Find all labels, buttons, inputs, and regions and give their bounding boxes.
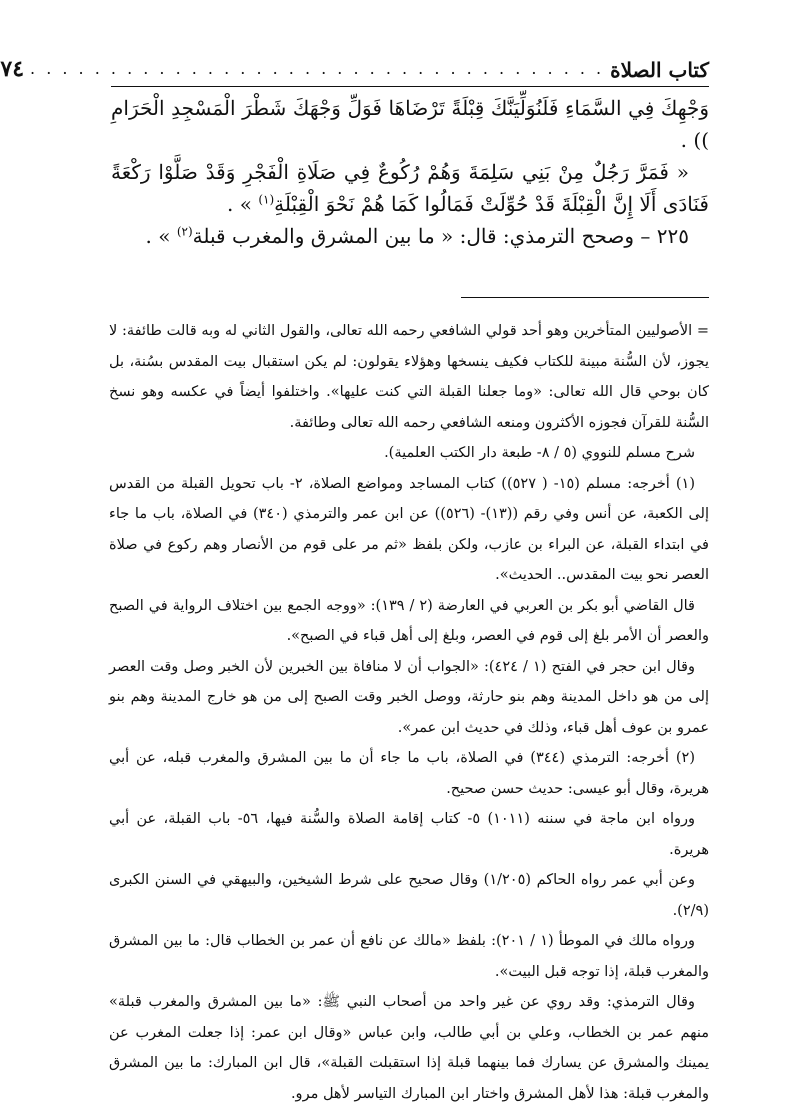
main-text [111,92,709,252]
dotted-leader: . . . . . . . . . . . . . . . . . . . . . . . . . . . . . . . . . . . . [30,59,605,78]
footnote-1-ibn-hajar: وقال ابن حجر في الفتح (١ / ٤٢٤): «الجواب أن لا منافاة بين الخبرين لأن الخبر وصل وقت العصر إلى من هو داخل المدينة وهم بنو حارثة، ووصل الخبر وقت الصبح إلى من هو خارج المدينة وهم بنو عمرو بن عوف أهل قباء، وذلك في حديث ابن عمر». [109,658,709,736]
footnote-2-tirmidhi: وقال الترمذي: وقد روي عن غير واحد من أصحاب النبي ﷺ: «ما بين المشرق والمغرب قبلة» منهم عمر بن الخطاب، وعلي بن أبي طالب، وابن عباس «وقال ابن عمر: إذا جعلت المغرب عن يمينك والمشرق عن يسارك فما بينهما قبلة إذا استقبلت القبلة»، قال ابن المبارك: ما بين المشرق والمغرب قبلة: هذا لأهل المشرق واختار ابن المبارك التياسر لأهل مرو. [109,994,709,1102]
footnote-separator [461,297,709,298]
footnote-1: (١) أخرجه: مسلم (١٥- ( ٥٢٧)) كتاب المساجد ومواضع الصلاة، ٢- باب تحويل القبلة من القدس إلى الكعبة، عن أنس وفي رقم ((١٣)- (٥٢٦)) عن ابن عمر والترمذي (٣٤٠) في الصلاة، باب ما جاء في ابتداء القبلة، عن البراء بن عازب، ولكن بلفظ «ثم مر على قوم من الأنصار وهم ركوع في صلاة العصر نحو بيت المقدس.. الحديث». [109,475,709,583]
page-header [0,48,709,82]
footnote-2-hakim: وعن أبي عمر رواه الحاكم (١/٢٠٥) وقال صحيح على شرط الشيخين، والبيهقي في السنن الكبرى (٢/٩). [109,872,709,919]
footnote-continuation: = الأصوليين المتأخرين وهو أحد قولي الشافعي رحمه الله تعالى، والقول الثاني له وبه قالت طائفة: لا يجوز، لأن السُّنة مبينة للكتاب فكيف ينسخها وهؤلاء يقولون: لم يكن استقبال بيت المقدس بسُنة، بل كان بوحي قال الله تعالى: «وما جعلنا القبلة التي كنت عليها». واختلفوا أيضاً في عكسه وهو نسخ السُّنة للقرآن فجوزه الأكثرون ومنعه الشافعي رحمه الله تعالى وطائفة. [109,323,709,431]
main-line-hadith-225: ٢٢٥ – وصحح الترمذي: قال: « ما بين المشرق والمغرب قبلة$^{(٢)}$ » . [145,224,689,248]
footnote-source: شرح مسلم للنووي (٥ / ٨- طبعة دار الكتب العلمية). [384,445,695,461]
footnote-2-ibn-majah: ورواه ابن ماجة في سننه (١٠١١) ٥- كتاب إقامة الصلاة والسُّنة فيها، ٥٦- باب القبلة، عن أبي هريرة. [109,811,709,858]
footnote-2-malik: ورواه مالك في الموطأ (١ / ٢٠١): بلفظ «مالك عن نافع أن عمر بن الخطاب قال: ما بين المشرق والمغرب قبلة، إذا توجه قبل البيت». [109,933,709,980]
footnote-1-ibn-arabi: قال القاضي أبو بكر بن العربي في العارضة (٢ / ١٣٩): «ووجه الجمع بين اختلاف الرواية في الصبح والعصر أن الأمر بلغ إلى قوم في العصر، وبلغ إلى أهل قباء في الصبح». [109,597,709,644]
footnote-marker-2: (٢) [176,224,193,239]
header-rule [111,86,709,87]
footnote-2: (٢) أخرجه: الترمذي (٣٤٤) في الصلاة، باب ما جاء أن ما بين المشرق والمغرب قبله، عن أبي هريرة، وقال أبو عيسى: حديث حسن صحيح. [109,750,709,797]
main-line-hadith-narration: « فَمَرَّ رَجُلٌ مِنْ بَنِي سَلِمَةَ وَهُمْ رُكُوعٌ فِي صَلَاةِ الْفَجْرِ وَقَدْ صَلَّوْا رَكْعَةً فَنَادَى أَلَا إِنَّ الْقِبْلَةَ قَدْ حُوِّلَتْ فَمَالُوا كَمَا هُمْ نَحْوَ الْقِبْلَةِ$^{(١)}$ » . [111,160,709,216]
main-line-quran: وَجْهِكَ فِي السَّمَاءِ فَلَنُوَلِّيَنَّكَ قِبْلَةً تَرْضَاهَا فَوَلِّ وَجْهَكَ شَطْرَ الْمَسْجِدِ الْحَرَامِ )) . [111,96,709,152]
page-number: ٧٤ [0,56,25,82]
running-title: كتاب الصلاة [610,58,709,82]
footnotes [109,316,709,1109]
footnote-marker-1: (١) [258,192,275,207]
